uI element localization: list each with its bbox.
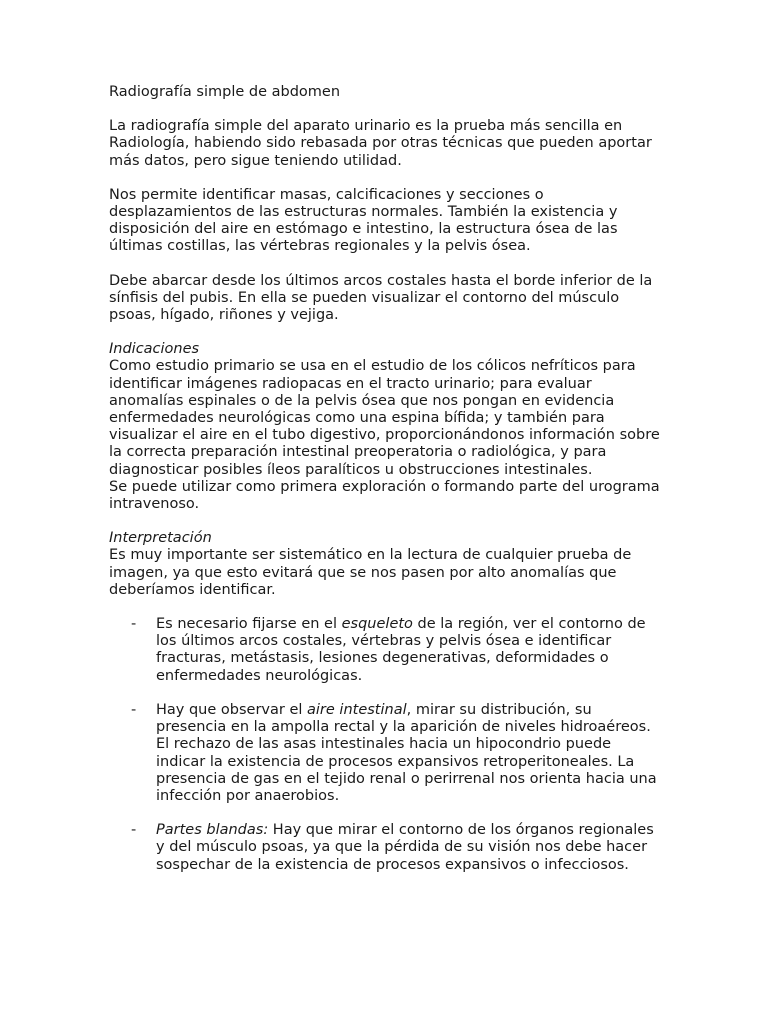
bullet-dash: - <box>131 701 137 718</box>
spacer <box>109 685 664 702</box>
paragraph-intro: La radiografía simple del aparato urinario es la prueba más sencilla en Radiología, habiendo sido rebasada por otras técnicas que pueden aportar más datos, pero sigue teniendo utilidad. <box>109 118 652 169</box>
list-item-aire-intestinal <box>109 702 664 805</box>
spacer <box>109 101 664 118</box>
heading-indicaciones: Indicaciones <box>109 341 200 358</box>
spacer <box>109 805 664 822</box>
spacer <box>109 324 664 341</box>
spacer <box>109 513 664 530</box>
document-page <box>109 84 664 874</box>
bullet-dash: - <box>131 822 137 839</box>
paragraph-interpretacion: Es muy importante ser sistemático en la lectura de cualquier prueba de imagen, ya que esto evitará que se nos pasen por alto anomalías que deberíamos identificar. <box>109 547 632 598</box>
paragraph-indicaciones-2: Se puede utilizar como primera exploración o formando parte del urograma intravenoso. <box>109 478 660 513</box>
spacer <box>109 256 664 273</box>
document-title: Radiografía simple de abdomen <box>109 84 341 100</box>
list-item-text: Es necesario fijarse en el <box>156 616 342 633</box>
list-item-partes-blandas <box>109 822 664 874</box>
list-item-text: Hay que observar el <box>156 701 308 718</box>
paragraph-identification: Nos permite identificar masas, calcificaciones y secciones o desplazamientos de las estructuras normales. También la existencia y disposición del aire en estómago e intestino, la estructura ósea de las últimas costillas, las vértebras regionales y la pelvis ósea. <box>109 186 618 255</box>
spacer <box>109 599 664 616</box>
list-item-esqueleto <box>109 616 664 685</box>
list-item-emphasis: Partes blandas: <box>156 822 269 839</box>
list-item-emphasis: aire intestinal <box>307 701 407 718</box>
paragraph-indicaciones: Como estudio primario se usa en el estudio de los cólicos nefríticos para identificar imágenes radiopacas en el tracto urinario; para evaluar anomalías espinales o de la pelvis ósea que nos pongan en evidencia enfermedades neurológicas como una espina bífida; y también para visualizar el aire en el tubo digestivo, proporcionándonos información sobre la correcta preparación intestinal preoperatoria o radiológica, y para diagnosticar posibles íleos paralíticos u obstrucciones intestinales. <box>109 358 660 478</box>
heading-interpretacion: Interpretación <box>109 530 212 547</box>
list-item-text: , mirar su distribución, su presencia en la ampolla rectal y la aparición de niveles hidroaéreos. El rechazo de las asas intestinales hacia un hipocondrio puede indicar la existencia de procesos expansivos retroperitoneales. La presencia de gas en el tejido renal o perirrenal nos orienta hacia una infección por anaerobios. <box>156 701 657 804</box>
bullet-dash: - <box>131 616 137 633</box>
spacer <box>109 170 664 187</box>
list-item-text: de la región, ver el contorno de los últimos arcos costales, vértebras y pelvis ósea e identificar fracturas, metástasis, lesiones degenerativas, deformidades o enfermedades neurológicas. <box>156 616 646 684</box>
list-item-text: Hay que mirar el contorno de los órganos regionales y del músculo psoas, ya que la pérdida de su visión nos debe hacer sospechar de la existencia de procesos expansivos o infecciosos. <box>156 822 654 873</box>
list-item-emphasis: esqueleto <box>341 616 413 633</box>
paragraph-coverage: Debe abarcar desde los últimos arcos costales hasta el borde inferior de la sínfisis del pubis. En ella se pueden visualizar el contorno del músculo psoas, hígado, riñones y vejiga. <box>109 272 653 324</box>
